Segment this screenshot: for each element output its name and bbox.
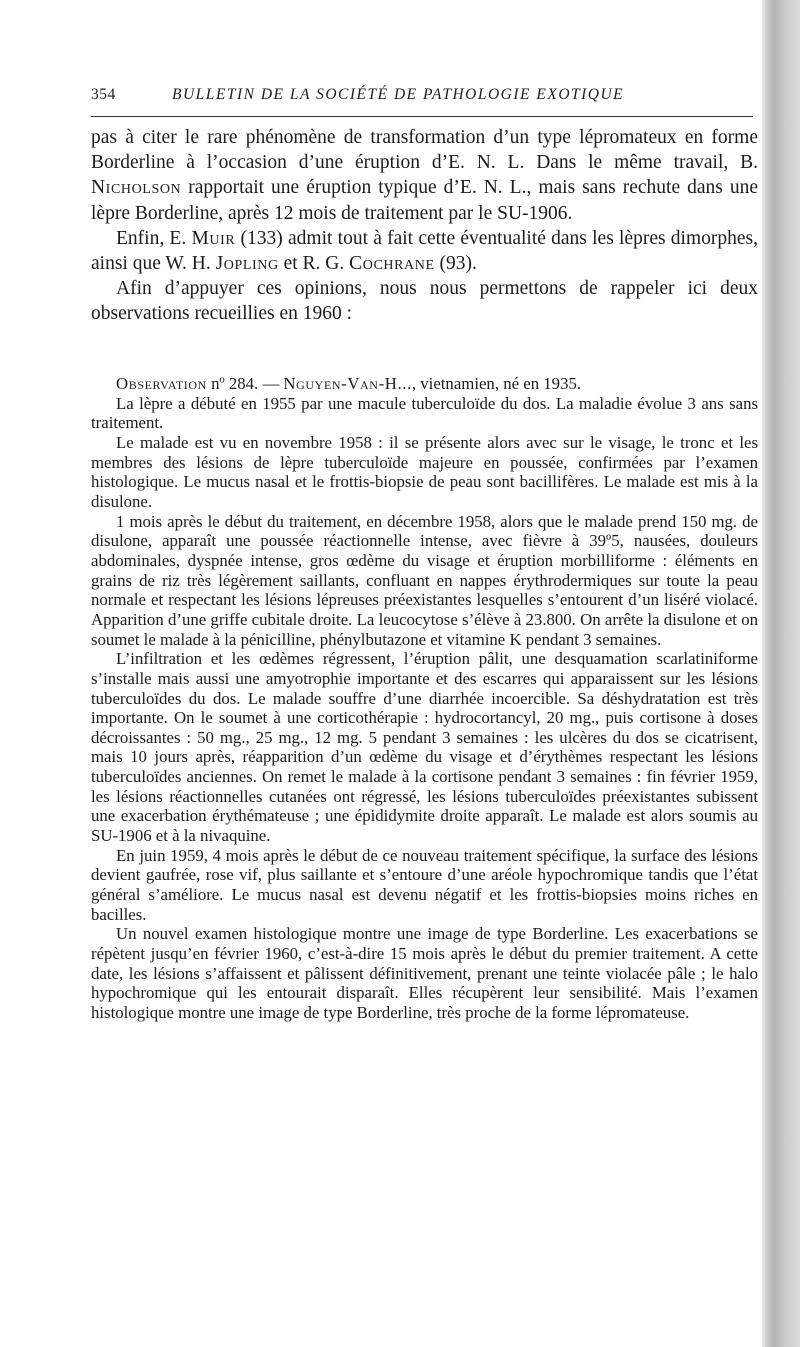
page-header xyxy=(91,86,753,108)
observation-paragraph: 1 mois après le début du traitement, en décembre 1958, alors que le malade prend 150 mg. de disulone, apparaît une poussée réactionnelle intense, avec fièvre à 39º5, nausées, douleurs abdominales, dyspnée intense, gros œdème du visage et éruption morbilliforme : éléments en grains de riz très légèrement saillants, confluant en nappes érythrodermiques sur toute la peau normale et respectant les lésions lépreuses préexistantes lesquelles s’entourent d’un liséré violacé. Apparition d’une griffe cubitale droite. La leucocytose s’élève à 23.800. On arrête la disulone et on soumet le malade à la pénicilline, phénylbutazone et vitamine K pendant 3 semaines. xyxy=(91,511,758,649)
observation-number: nº 284. — xyxy=(206,374,284,393)
text-run: Enfin, E. xyxy=(116,227,192,249)
author-name: Jopling xyxy=(215,253,279,275)
running-head: BULLETIN DE LA SOCIÉTÉ DE PATHOLOGIE EXOTIQUE xyxy=(172,86,625,103)
patient-name: Nguyen-Van-H... xyxy=(283,374,412,393)
intro-paragraph-3: Afin d’appuyer ces opinions, nous nous permettons de rappeler ici deux observations recueillies en 1960 : xyxy=(91,278,758,325)
observation-label: Observation xyxy=(116,374,207,393)
intro-paragraph-1 xyxy=(91,125,758,226)
text-run: rapportait une éruption typique d’E. N. L., mais sans rechute dans une lèpre Borderline, après 12 mois de traitement par le SU-1906. xyxy=(91,177,758,224)
observation-section xyxy=(91,374,758,1023)
observation-paragraph: L’infiltration et les œdèmes régressent, l’éruption pâlit, une desquamation scarlatiniforme s’installe mais aussi une amyotrophie importante et des escarres qui apparaissent sur les lésions tuberculoïdes du dos. Le malade souffre d’une diarrhée incoercible. Sa déshydratation est très importante. On le soumet à une corticothérapie : hydrocortancyl, 20 mg., puis cortisone à doses décroissantes : 50 mg., 25 mg., 12 mg. 5 pendant 3 semaines : les ulcères du dos se cicatrisent, mais 10 jours après, réapparition d’un œdème du visage et d’érythèmes respectant les lésions tuberculoïdes anciennes. On remet le malade à la cortisone pendant 3 semaines : fin février 1959, les lésions réactionnelles cutanées ont régressé, les lésions tuberculoïdes préexistantes subissent une exacerbation érythémateuse ; une épididymite droite apparaît. Le malade est alors soumis au SU-1906 et à la nivaquine. xyxy=(91,649,758,846)
observation-paragraph: La lèpre a débuté en 1955 par une macule tuberculoïde du dos. La maladie évolue 3 ans sans traitement. xyxy=(91,393,758,433)
text-run: (93). xyxy=(434,253,477,275)
text-run: (133) admit tout à fait cette éventualité dans les lèpres dimorphes, ainsi que W. H. xyxy=(91,227,759,275)
text-run: et R. G. xyxy=(278,253,350,275)
author-name: Cochrane xyxy=(349,253,435,275)
intro-text xyxy=(91,125,758,327)
page-number: 354 xyxy=(91,86,116,103)
observation-paragraph: En juin 1959, 4 mois après le début de ce nouveau traitement spécifique, la surface des lésions devient gaufrée, rose vif, plus saillante et s’entoure d’une aréole hypochromique tandis que l’état général s’améliore. Le mucus nasal est devenu négatif et les frottis-biopsies moins riches en bacilles. xyxy=(91,845,758,924)
text-run: pas à citer le rare phénomène de transformation d’un type lépromateux en forme Borderline à l’occasion d’une éruption d’E. N. L. Dans le même travail, B. xyxy=(91,127,758,174)
page-edge-shadow xyxy=(762,0,800,1347)
text-run: , vietnamien, né en 1935. xyxy=(411,374,582,393)
observation-paragraph: Le malade est vu en novembre 1958 : il se présente alors avec sur le visage, le tronc et les membres des lésions de lèpre tuberculoïde majeure en poussée, confirmées par l’examen histologique. Le mucus nasal et le frottis-biopsie de peau sont bacillifères. Le malade est mis à la disulone. xyxy=(91,432,758,511)
author-name: Nicholson xyxy=(91,177,182,199)
observation-heading xyxy=(91,374,758,394)
author-name: Muir xyxy=(191,227,236,249)
header-rule xyxy=(91,116,753,117)
intro-paragraph-2 xyxy=(91,226,758,276)
observation-paragraph: Un nouvel examen histologique montre une image de type Borderline. Les exacerbations se répètent jusqu’en février 1960, c’est-à-dire 15 mois après le début du premier traitement. A cette date, les lésions s’affaissent et pâlissent définitivement, prenant une teinte violacée pâle ; le halo hypochromique qui les entourait disparaît. Elles récupèrent leur sensibilité. Mais l’examen histologique montre une image de type Borderline, très proche de la forme lépromateuse. xyxy=(91,924,758,1022)
